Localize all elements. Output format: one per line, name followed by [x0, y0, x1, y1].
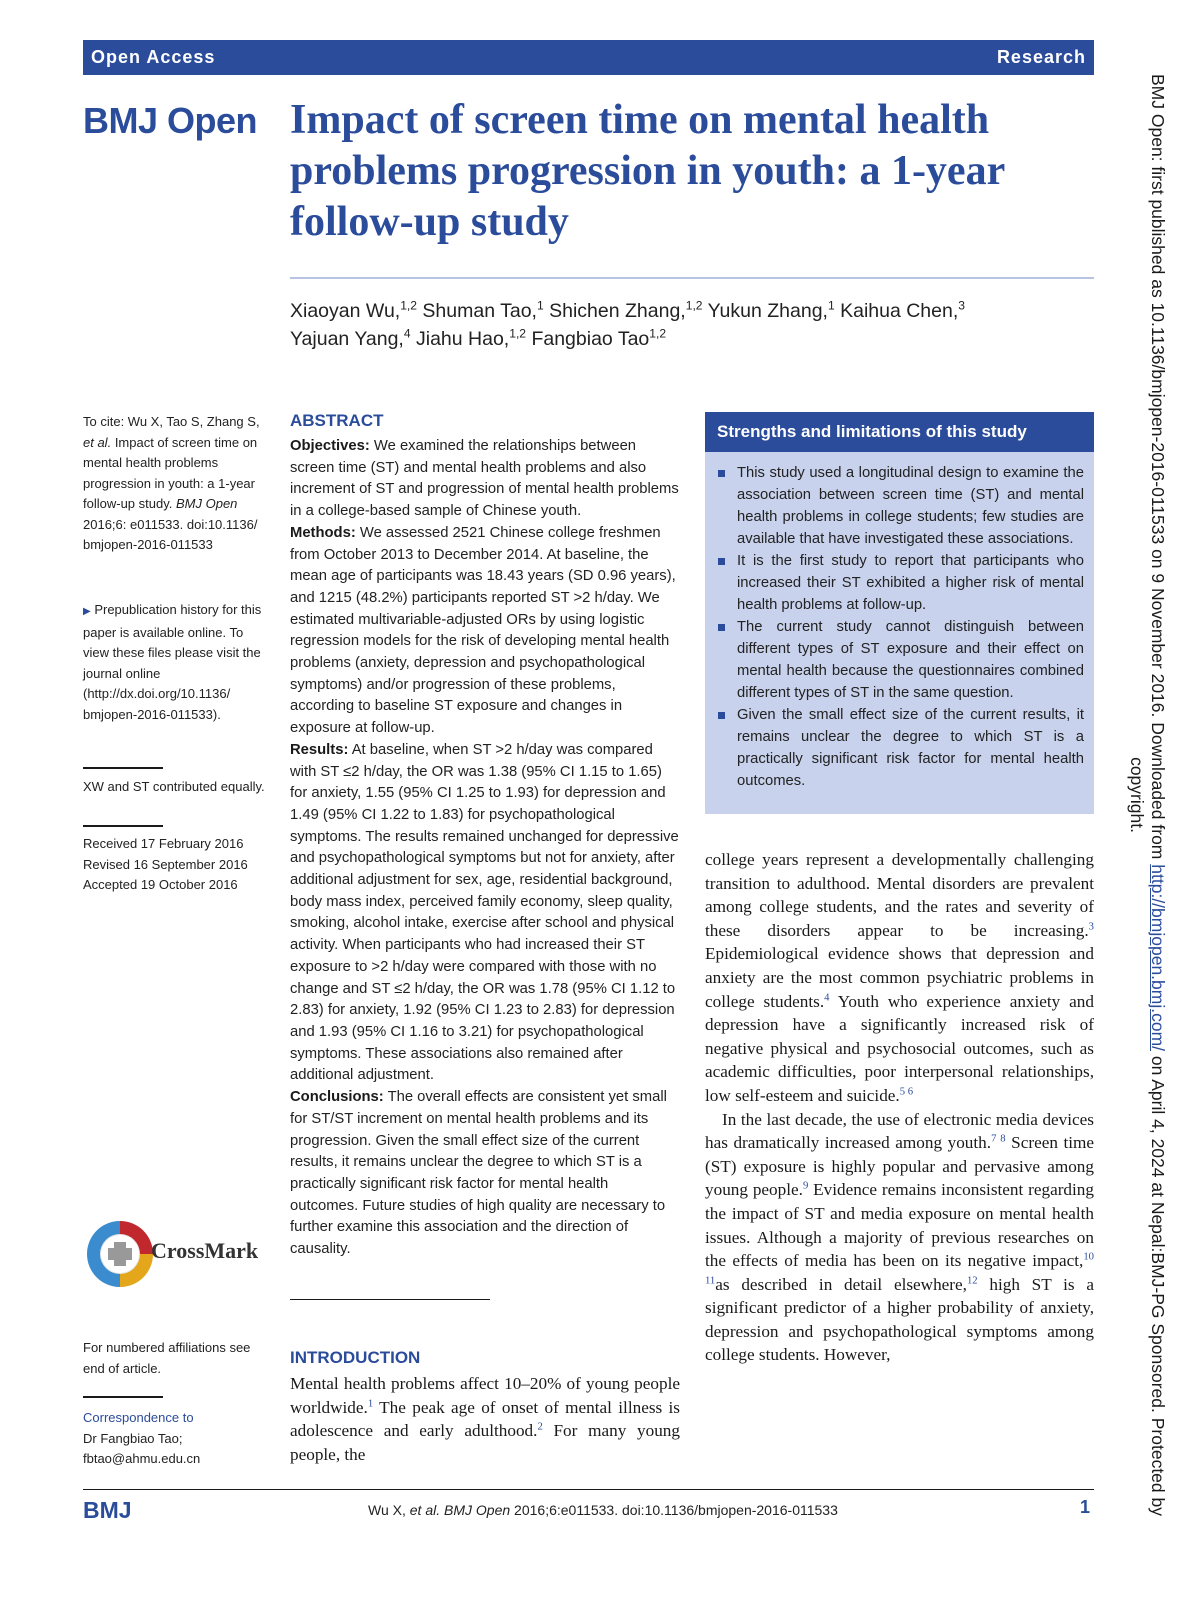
title-divider	[290, 277, 1094, 279]
square-bullet-icon	[718, 470, 725, 477]
author: Shichen Zhang,$^{1,2}$	[549, 298, 703, 322]
introduction-heading: INTRODUCTION	[290, 1348, 421, 1367]
square-bullet-icon	[718, 624, 725, 631]
paragraph: college years represent a developmentally challenging transition to adulthood. Mental disorders are prevalent among college students, and the rates and severity of these disorders appear to be increasing.$^3$ Epidemiological evidence shows that depression and anxiety are the most common psychiatric problems in college students.$^4$ Youth who experience anxiety and depression have a significantly increased risk of negative physical and psychosocial outcomes, such as academic difficulties, poor interpersonal relationships, low self-esteem and suicide.$^{5 6}$	[705, 850, 1094, 1105]
sidebar-divider	[83, 1396, 163, 1398]
footer-divider	[83, 1489, 1094, 1490]
abstract-body: Objectives: We examined the relationships between screen time (ST) and mental health problems and also increment of ST and progression of mental health problems in a college-based sample of Chinese youth. Methods: We assessed 2521 Chinese college freshmen from October 2013 to December 2014. At baseline, the mean age of participants was 18.43 years (SD 0.96 years), and 1215 (48.2%) participants reported ST >2 h/day. We estimated multivariable-adjusted ORs by using logistic regression models for the risk of developing mental health problems (anxiety, depression and psychopathological symptoms) and/or progression of these problems, according to baseline ST exposure and changes in exposure at follow-up. Results: At baseline, when ST >2 h/day was compared with ST ≤2 h/day, the OR was 1.38 (95% CI 1.15 to 1.65) for anxiety, 1.55 (95% CI 1.25 to 1.93) for depression and 1.49 (95% CI 1.22 to 1.83) for psychopathological symptoms. The results remained unchanged for depressive and psychopathological symptoms but not for anxiety, after additional adjustment for sex, age, residential background, body mass index, perceived family economy, sleep quality, smoking, alcohol intake, exercise after school and physical activity. When participants who had increased their ST exposure to >2 h/day were compared with those with no change and ST ≤2 h/day, the OR was 1.78 (95% CI 1.12 to 2.83) for anxiety, 1.92 (95% CI 1.23 to 2.83) for depression and 1.93 (95% CI 1.16 to 3.21) for psychopathological symptoms. These associations also remained after additional adjustment. Conclusions: The overall effects are consistent yet small for ST/ST increment on mental health problems and its progression. Given the small effect size of the current results, it remains unclear the degree to which ST is a practically significant risk factor for mental health outcomes. Future studies of high quality are necessary to further examine this association and the direction of causality.	[290, 438, 679, 1258]
reference-link[interactable]: 5 6	[899, 1086, 914, 1098]
reference-link[interactable]: 12	[966, 1274, 978, 1286]
abstract-divider	[290, 1299, 490, 1300]
crossmark-label: CrossMark	[151, 1238, 259, 1263]
paragraph: In the last decade, the use of electronic media devices has dramatically increased among youth.$^{7 8}$ Screen time (ST) exposure is highly popular and pervasive among young people.$^9$ Evidence remains inconsistent regarding the impact of ST and media exposure on mental health issues. Although a majority of previous researches on the effects of media has been on its negative impact,$^{10 11}$as described in detail elsewhere,$^{12}$ high ST is a significant predictor of a higher probability of anxiety, depression and psychopathological symptoms among college students. However,	[705, 1109, 1094, 1365]
square-bullet-icon	[718, 558, 725, 565]
header-banner	[83, 40, 1094, 75]
right-column-text	[705, 848, 1094, 1367]
author: Yajuan Yang,$^4$	[290, 326, 411, 350]
page-number: 1	[1080, 1497, 1091, 1517]
footer-citation: Wu X, et al. BMJ Open 2016;6:e011533. doi:10.1136/bmjopen-2016-011533	[368, 1502, 838, 1518]
author-list	[290, 297, 1090, 353]
journal-logo: BMJ Open	[83, 100, 258, 141]
reference-link[interactable]: 4	[824, 991, 830, 1003]
list-item: The current study cannot distinguish between different types of ST exposure and their effect on mental health because the questionnaires combined different types of ST in the same question.	[717, 616, 1084, 704]
citation-block: To cite: Wu X, Tao S, Zhang S, et al. Impact of screen time on mental health problems progression in youth: a 1-year follow-up study. BMJ Open 2016;6: e011533. doi:10.1136/ bmjopen-2016-011533	[83, 414, 260, 552]
accepted-date: Accepted 19 October 2016	[83, 877, 238, 892]
revised-date: Revised 16 September 2016	[83, 856, 248, 872]
affiliations-note: For numbered affiliations see end of article.	[83, 1340, 251, 1376]
author: Xiaoyan Wu,$^{1,2}$	[290, 298, 417, 322]
author: Kaihua Chen,$^3$	[840, 298, 965, 322]
contribution-note: XW and ST contributed equally.	[83, 779, 265, 794]
dates-block	[83, 834, 268, 896]
open-access-label: Open Access	[91, 47, 216, 67]
reference-link[interactable]: 1	[367, 1397, 374, 1409]
correspondence-block	[83, 1408, 268, 1470]
square-bullet-icon	[718, 712, 725, 719]
reference-link[interactable]: 9	[802, 1180, 809, 1192]
list-item: It is the first study to report that participants who increased their ST exhibited a higher risk of mental health problems at follow-up.	[717, 550, 1084, 616]
article-type-label: Research	[996, 47, 1086, 67]
article-title: Impact of screen time on mental health problems progression in youth: a 1-year follow-up study	[290, 97, 1005, 245]
prepublication-note[interactable]: ▶ Prepublication history for this paper is available online. To view these files please visit the journal online (http://dx.doi.org/10.1136/ bmjopen-2016-011533).	[83, 602, 262, 722]
bmj-logo: BMJ	[83, 1497, 132, 1523]
received-date: Received 17 February 2016	[83, 836, 244, 851]
reference-link[interactable]: 10 11	[705, 1251, 1094, 1286]
crossmark-badge[interactable]	[85, 1216, 270, 1294]
list-item: Given the small effect size of the current results, it remains unclear the degree to which ST is a practically significant risk factor for mental health outcomes.	[717, 704, 1084, 792]
sidebar-divider	[83, 767, 163, 769]
sidebar-divider	[83, 825, 163, 827]
strengths-limitations-box	[705, 412, 1094, 814]
box-header	[705, 412, 1094, 452]
introduction-paragraph: Mental health problems affect 10–20% of young people worldwide.$^1$ The peak age of onset of mental illness is adolescence and early adulthood.$^2$ For many young people, the	[290, 1374, 680, 1464]
triangle-bullet-icon: ▶	[83, 606, 91, 617]
author: Fangbiao Tao$^{1,2}$	[531, 326, 667, 350]
copyright-side-notice: BMJ Open: first published as 10.1136/bmjopen-2016-011533 on 9 November 2016. Downloaded from http://bmjopen.bmj.com/ on April 4, 2024 at Nepal:BMJ-PG Sponsored. Protected by copyright.	[1127, 74, 1168, 1516]
reference-link[interactable]: 2	[537, 1421, 543, 1433]
strengths-list	[717, 462, 1084, 792]
correspondence-heading: Correspondence to	[83, 1410, 194, 1425]
reference-link[interactable]: 3	[1088, 921, 1094, 933]
correspondence-email[interactable]: fbtao@ahmu.edu.cn	[83, 1451, 201, 1466]
author: Shuman Tao,$^1$	[422, 298, 544, 322]
reference-link[interactable]: 7 8	[991, 1133, 1006, 1145]
list-item: This study used a longitudinal design to examine the association between screen time (ST) and mental health problems in college students; few studies are available that have investigated these associations.	[717, 462, 1084, 550]
author: Yukun Zhang,$^1$	[707, 298, 835, 322]
correspondence-name: Dr Fangbiao Tao;	[83, 1430, 183, 1446]
journal-site-link[interactable]: http://bmjopen.bmj.com/	[1148, 864, 1168, 1052]
abstract-heading: ABSTRACT	[290, 411, 384, 430]
author: Jiahu Hao,$^{1,2}$	[416, 326, 527, 350]
box-title: Strengths and limitations of this study	[717, 422, 1027, 441]
crossmark-icon	[85, 1216, 155, 1294]
